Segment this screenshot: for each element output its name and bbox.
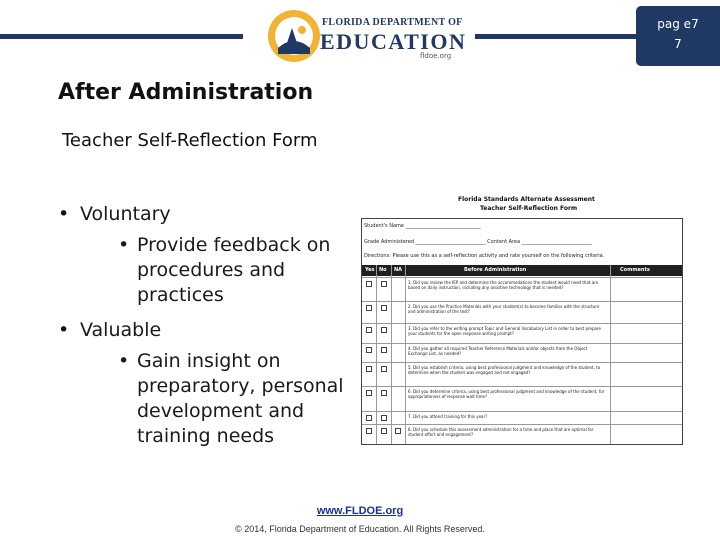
form-row [362, 424, 682, 445]
sub-bullet-text: Gain insight on preparatory, personal development and training needs [137, 350, 344, 447]
form-question: 2. Did you use the Practice Materials with your student(s) to become familiar with the structure and administration of the test? [408, 304, 600, 314]
bullet-list [58, 202, 358, 459]
bullet-text: Voluntary [80, 203, 171, 225]
slide-title: After Administration [58, 80, 314, 105]
form-row [362, 301, 682, 324]
header-rule-right [475, 34, 636, 39]
form-directions: Directions: Please use this as a self-reflection activity and rate yourself on the following criteria. [364, 253, 605, 259]
sub-bullet-text: Provide feedback on procedures and practices [137, 234, 331, 306]
header-rule-left [0, 34, 243, 39]
page-number-text: pag e77 [657, 17, 699, 51]
form-heading: Florida Standards Alternate Assessment [458, 196, 595, 203]
page-number-badge [636, 6, 720, 66]
sub-bullet-item [80, 349, 358, 449]
col-comments: Comments [620, 267, 650, 273]
logo-main-text: EDUCATION [320, 29, 467, 54]
logo-url-text: fldoe.org [420, 52, 452, 60]
form-grade-content: Grade Administered ____________________________ Content Area ____________________________ [364, 239, 592, 245]
col-before-administration: Before Administration [464, 267, 527, 273]
bullet-item [58, 202, 358, 308]
form-row [362, 277, 682, 300]
sub-bullet-item [80, 233, 358, 308]
bullet-text: Valuable [80, 319, 162, 341]
col-no: No [379, 267, 387, 273]
form-question: 7. Did you attend training for this year? [408, 414, 488, 419]
form-row [362, 343, 682, 364]
florida-seal-icon [266, 6, 322, 66]
slide-subtitle: Teacher Self-Reflection Form [62, 130, 318, 151]
form-subheading: Teacher Self-Reflection Form [480, 205, 578, 212]
fldoe-website-link[interactable]: www.FLDOE.org [316, 505, 404, 517]
self-reflection-form-image [361, 218, 683, 445]
logo-top-text: FLORIDA DEPARTMENT OF [322, 17, 463, 28]
col-na: NA [394, 267, 403, 273]
form-question: 5. Did you establish criteria, using best professional judgment and knowledge of the student, to determine when the student was engaged and not engaged? [408, 365, 601, 375]
bullet-item [58, 318, 358, 449]
copyright-text: © 2014, Florida Department of Education. All Rights Reserved. [235, 524, 485, 534]
form-question: 3. Did you refer to the writing prompt Topic and General Vocabulary List in order to best prepare your students for the open response writing prompt? [408, 326, 602, 336]
form-student-name: Student's Name ______________________________ [364, 223, 481, 229]
form-question: 4. Did you gather all required Teacher Reference Materials and/or objects from the Object Exchange List, as needed? [408, 346, 588, 356]
form-question: 6. Did you determine criteria, using best professional judgment and knowledge of the student, for appropriateness of response wait time? [408, 389, 605, 399]
col-yes: Yes [365, 267, 375, 273]
form-question: 8. Did you schedule this assessment administration for a time and place that are optimal for student effort and engagement? [408, 427, 594, 437]
fldoe-logo[interactable] [266, 6, 467, 66]
form-row [362, 411, 682, 424]
form-row [362, 362, 682, 387]
form-row [362, 386, 682, 409]
form-question: 1. Did you review the IEP and determine the accommodations the student would need that are based on daily instruction, including any assistive technology that is needed? [408, 280, 599, 290]
